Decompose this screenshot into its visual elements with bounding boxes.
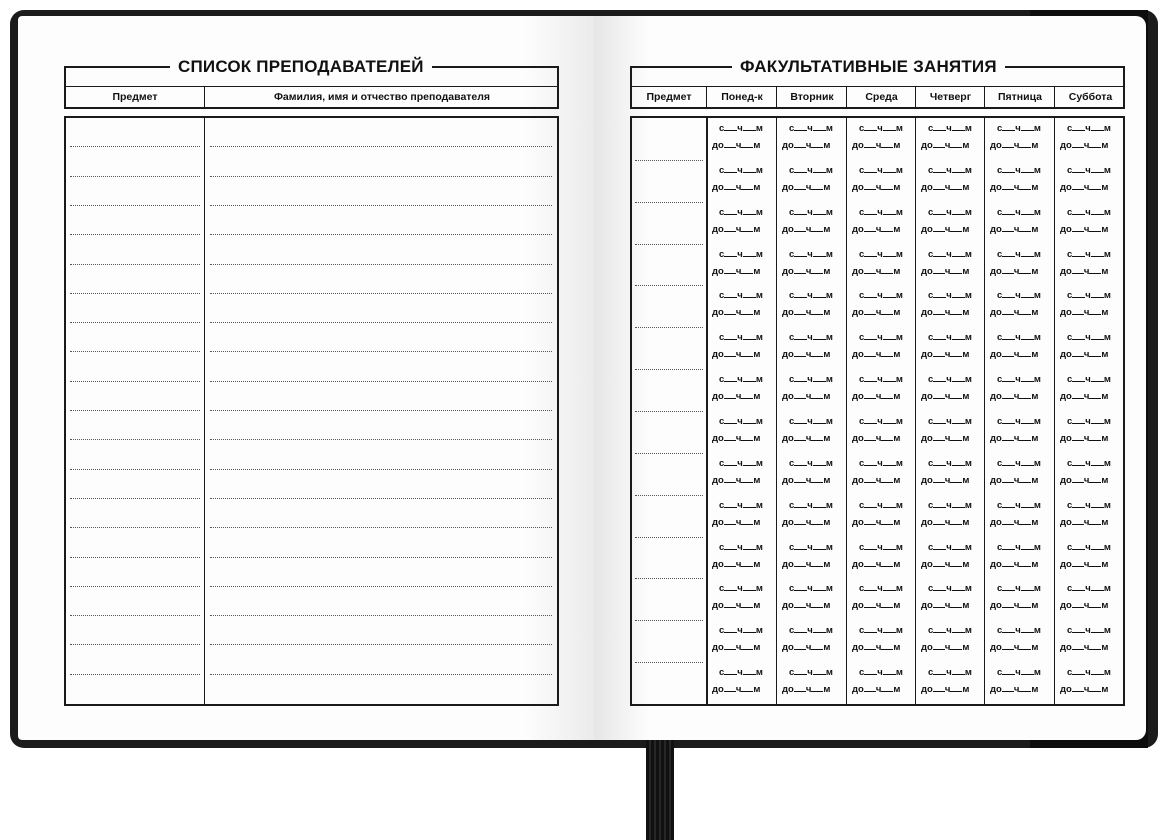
time-to-field[interactable]: до ч м <box>1060 559 1109 570</box>
time-from-field[interactable]: с ч м <box>719 374 763 385</box>
time-from-field[interactable]: с ч м <box>997 332 1041 343</box>
time-to-field[interactable]: до ч м <box>712 684 761 695</box>
right-table-col-divider <box>776 116 777 706</box>
right-table-col-divider <box>846 116 847 706</box>
time-from-field[interactable]: с ч м <box>928 249 972 260</box>
time-to-field[interactable]: до ч м <box>990 182 1039 193</box>
left-row-teacher-line <box>210 146 552 147</box>
time-from-field[interactable]: с ч м <box>789 249 833 260</box>
right-header-col-divider <box>706 86 707 108</box>
left-row-teacher-line <box>210 234 552 235</box>
time-to-field[interactable]: до ч м <box>782 684 831 695</box>
time-to-field[interactable]: до ч м <box>782 600 831 611</box>
time-to-field[interactable]: до ч м <box>990 391 1039 402</box>
time-to-field[interactable]: до ч м <box>712 307 761 318</box>
right-row-subject-line <box>635 578 703 579</box>
left-row-teacher-line <box>210 176 552 177</box>
time-to-field[interactable]: до ч м <box>921 140 970 151</box>
time-to-field[interactable]: до ч м <box>1060 140 1109 151</box>
left-row-teacher-line <box>210 586 552 587</box>
time-to-field[interactable]: до ч м <box>782 266 831 277</box>
time-to-field[interactable]: до ч м <box>852 391 901 402</box>
left-row-teacher-line <box>210 557 552 558</box>
time-from-field[interactable]: с ч м <box>928 165 972 176</box>
left-row-subject-line <box>70 586 200 587</box>
time-from-field[interactable]: с ч м <box>928 290 972 301</box>
time-to-field[interactable]: до ч м <box>990 559 1039 570</box>
time-to-field[interactable]: до ч м <box>990 475 1039 486</box>
time-from-field[interactable]: с ч м <box>719 625 763 636</box>
time-to-field[interactable]: до ч м <box>990 517 1039 528</box>
time-to-field[interactable]: до ч м <box>921 642 970 653</box>
time-from-field[interactable]: с ч м <box>1067 374 1111 385</box>
time-from-field[interactable]: с ч м <box>1067 249 1111 260</box>
right-row-subject-line <box>635 327 703 328</box>
time-from-field[interactable]: с ч м <box>719 458 763 469</box>
time-from-field[interactable]: с ч м <box>997 458 1041 469</box>
time-to-field[interactable]: до ч м <box>852 684 901 695</box>
time-from-field[interactable]: с ч м <box>1067 123 1111 134</box>
left-row-teacher-line <box>210 439 552 440</box>
time-to-field[interactable]: до ч м <box>921 517 970 528</box>
time-to-field[interactable]: до ч м <box>1060 349 1109 360</box>
left-row-teacher-line <box>210 644 552 645</box>
time-to-field[interactable]: до ч м <box>921 224 970 235</box>
time-from-field[interactable]: с ч м <box>789 123 833 134</box>
time-to-field[interactable]: до ч м <box>990 140 1039 151</box>
left-row-teacher-line <box>210 381 552 382</box>
left-row-subject-line <box>70 674 200 675</box>
time-from-field[interactable]: с ч м <box>997 165 1041 176</box>
time-to-field[interactable]: до ч м <box>712 140 761 151</box>
time-from-field[interactable]: с ч м <box>928 207 972 218</box>
time-from-field[interactable]: с ч м <box>859 332 903 343</box>
time-from-field[interactable]: с ч м <box>859 625 903 636</box>
left-row-subject-line <box>70 381 200 382</box>
time-to-field[interactable]: до ч м <box>852 224 901 235</box>
left-col-teacher-header: Фамилия, имя и отчество преподавателя <box>273 91 491 103</box>
time-from-field[interactable]: с ч м <box>859 249 903 260</box>
right-row-subject-line <box>635 411 703 412</box>
right-page-title: ФАКУЛЬТАТИВНЫЕ ЗАНЯТИЯ <box>732 57 1005 77</box>
time-from-field[interactable]: с ч м <box>719 542 763 553</box>
time-to-field[interactable]: до ч м <box>712 517 761 528</box>
time-from-field[interactable]: с ч м <box>859 290 903 301</box>
time-from-field[interactable]: с ч м <box>719 667 763 678</box>
time-from-field[interactable]: с ч м <box>789 290 833 301</box>
time-from-field[interactable]: с ч м <box>997 667 1041 678</box>
time-to-field[interactable]: до ч м <box>990 600 1039 611</box>
time-to-field[interactable]: до ч м <box>782 182 831 193</box>
right-table-col-divider <box>706 116 708 706</box>
left-row-teacher-line <box>210 615 552 616</box>
right-row-subject-line <box>635 160 703 161</box>
right-col-header: Среда <box>865 91 898 103</box>
time-to-field[interactable]: до ч м <box>1060 266 1109 277</box>
time-from-field[interactable]: с ч м <box>928 625 972 636</box>
time-from-field[interactable]: с ч м <box>928 332 972 343</box>
right-table-col-divider <box>915 116 916 706</box>
right-header-col-divider <box>776 86 777 108</box>
time-to-field[interactable]: до ч м <box>852 433 901 444</box>
time-to-field[interactable]: до ч м <box>712 266 761 277</box>
right-header-divider <box>630 86 1125 87</box>
right-header-col-divider <box>846 86 847 108</box>
time-to-field[interactable]: до ч м <box>782 349 831 360</box>
time-to-field[interactable]: до ч м <box>782 475 831 486</box>
left-row-subject-line <box>70 322 200 323</box>
time-from-field[interactable]: с ч м <box>997 625 1041 636</box>
time-from-field[interactable]: с ч м <box>1067 667 1111 678</box>
right-col-header: Суббота <box>1068 91 1113 103</box>
right-table-col-divider <box>984 116 985 706</box>
left-row-subject-line <box>70 146 200 147</box>
time-from-field[interactable]: с ч м <box>789 165 833 176</box>
time-from-field[interactable]: с ч м <box>859 667 903 678</box>
right-row-subject-line <box>635 537 703 538</box>
time-to-field[interactable]: до ч м <box>782 433 831 444</box>
time-from-field[interactable]: с ч м <box>928 123 972 134</box>
left-row-teacher-line <box>210 205 552 206</box>
time-from-field[interactable]: с ч м <box>719 123 763 134</box>
left-row-subject-line <box>70 469 200 470</box>
time-from-field[interactable]: с ч м <box>789 625 833 636</box>
time-to-field[interactable]: до ч м <box>1060 182 1109 193</box>
right-header-col-divider <box>1054 86 1055 108</box>
left-row-subject-line <box>70 644 200 645</box>
time-to-field[interactable]: до ч м <box>921 349 970 360</box>
left-row-subject-line <box>70 410 200 411</box>
right-col-header: Вторник <box>790 91 834 103</box>
left-row-teacher-line <box>210 469 552 470</box>
time-to-field[interactable]: до ч м <box>782 140 831 151</box>
time-from-field[interactable]: с ч м <box>719 207 763 218</box>
time-from-field[interactable]: с ч м <box>928 416 972 427</box>
left-row-subject-line <box>70 557 200 558</box>
time-to-field[interactable]: до ч м <box>782 224 831 235</box>
time-from-field[interactable]: с ч м <box>789 458 833 469</box>
right-header-col-divider <box>984 86 985 108</box>
right-row-subject-line <box>635 285 703 286</box>
right-header-col-divider <box>915 86 916 108</box>
time-from-field[interactable]: с ч м <box>789 583 833 594</box>
time-to-field[interactable]: до ч м <box>921 182 970 193</box>
time-to-field[interactable]: до ч м <box>852 600 901 611</box>
left-row-subject-line <box>70 615 200 616</box>
time-from-field[interactable]: с ч м <box>1067 165 1111 176</box>
time-from-field[interactable]: с ч м <box>719 249 763 260</box>
left-row-subject-line <box>70 439 200 440</box>
left-row-teacher-line <box>210 264 552 265</box>
time-to-field[interactable]: до ч м <box>921 391 970 402</box>
time-to-field[interactable]: до ч м <box>921 307 970 318</box>
left-header-divider <box>64 86 559 87</box>
time-from-field[interactable]: с ч м <box>1067 458 1111 469</box>
left-row-subject-line <box>70 527 200 528</box>
time-to-field[interactable]: до ч м <box>1060 391 1109 402</box>
time-from-field[interactable]: с ч м <box>997 207 1041 218</box>
right-col-header: Предмет <box>646 91 692 103</box>
time-from-field[interactable]: с ч м <box>719 290 763 301</box>
time-from-field[interactable]: с ч м <box>789 667 833 678</box>
time-to-field[interactable]: до ч м <box>782 307 831 318</box>
time-to-field[interactable]: до ч м <box>990 266 1039 277</box>
time-to-field[interactable]: до ч м <box>921 559 970 570</box>
left-col-subject-header: Предмет <box>112 91 158 103</box>
left-row-teacher-line <box>210 498 552 499</box>
time-to-field[interactable]: до ч м <box>1060 684 1109 695</box>
bookmark-ribbon <box>646 740 674 840</box>
left-row-teacher-line <box>210 322 552 323</box>
right-col-header: Четверг <box>929 91 972 103</box>
time-to-field[interactable]: до ч м <box>852 349 901 360</box>
time-to-field[interactable]: до ч м <box>1060 475 1109 486</box>
time-to-field[interactable]: до ч м <box>782 391 831 402</box>
time-to-field[interactable]: до ч м <box>990 684 1039 695</box>
time-to-field[interactable]: до ч м <box>852 140 901 151</box>
left-row-subject-line <box>70 264 200 265</box>
time-to-field[interactable]: до ч м <box>921 266 970 277</box>
time-to-field[interactable]: до ч м <box>852 182 901 193</box>
time-from-field[interactable]: с ч м <box>1067 542 1111 553</box>
time-from-field[interactable]: с ч м <box>1067 416 1111 427</box>
time-from-field[interactable]: с ч м <box>719 165 763 176</box>
time-from-field[interactable]: с ч м <box>719 416 763 427</box>
time-from-field[interactable]: с ч м <box>997 583 1041 594</box>
time-to-field[interactable]: до ч м <box>1060 307 1109 318</box>
right-row-subject-line <box>635 244 703 245</box>
time-to-field[interactable]: до ч м <box>712 433 761 444</box>
time-to-field[interactable]: до ч м <box>782 559 831 570</box>
time-to-field[interactable]: до ч м <box>990 224 1039 235</box>
time-from-field[interactable]: с ч м <box>719 500 763 511</box>
right-col-header: Понед-к <box>721 91 763 103</box>
time-to-field[interactable]: до ч м <box>852 266 901 277</box>
time-to-field[interactable]: до ч м <box>852 307 901 318</box>
right-row-subject-line <box>635 662 703 663</box>
time-to-field[interactable]: до ч м <box>990 307 1039 318</box>
time-from-field[interactable]: с ч м <box>997 500 1041 511</box>
time-to-field[interactable]: до ч м <box>712 559 761 570</box>
time-from-field[interactable]: с ч м <box>789 207 833 218</box>
time-from-field[interactable]: с ч м <box>997 123 1041 134</box>
time-to-field[interactable]: до ч м <box>712 224 761 235</box>
time-from-field[interactable]: с ч м <box>789 416 833 427</box>
right-row-subject-line <box>635 495 703 496</box>
left-row-subject-line <box>70 293 200 294</box>
time-from-field[interactable]: с ч м <box>859 500 903 511</box>
time-from-field[interactable]: с ч м <box>928 583 972 594</box>
time-from-field[interactable]: с ч м <box>928 667 972 678</box>
right-row-subject-line <box>635 620 703 621</box>
left-row-subject-line <box>70 176 200 177</box>
right-table-box <box>630 116 1125 706</box>
time-to-field[interactable]: до ч м <box>782 517 831 528</box>
time-from-field[interactable]: с ч м <box>789 500 833 511</box>
time-to-field[interactable]: до ч м <box>712 475 761 486</box>
left-table-col-divider <box>204 116 205 706</box>
time-to-field[interactable]: до ч м <box>712 600 761 611</box>
time-from-field[interactable]: с ч м <box>789 332 833 343</box>
time-to-field[interactable]: до ч м <box>1060 517 1109 528</box>
time-from-field[interactable]: с ч м <box>1067 207 1111 218</box>
time-from-field[interactable]: с ч м <box>859 542 903 553</box>
left-page-title: СПИСОК ПРЕПОДАВАТЕЛЕЙ <box>170 57 432 77</box>
time-from-field[interactable]: с ч м <box>997 290 1041 301</box>
time-from-field[interactable]: с ч м <box>1067 625 1111 636</box>
time-to-field[interactable]: до ч м <box>852 475 901 486</box>
time-from-field[interactable]: с ч м <box>789 542 833 553</box>
time-from-field[interactable]: с ч м <box>928 542 972 553</box>
time-to-field[interactable]: до ч м <box>852 559 901 570</box>
time-from-field[interactable]: с ч м <box>859 416 903 427</box>
time-to-field[interactable]: до ч м <box>782 642 831 653</box>
time-to-field[interactable]: до ч м <box>852 517 901 528</box>
time-to-field[interactable]: до ч м <box>921 475 970 486</box>
time-from-field[interactable]: с ч м <box>997 374 1041 385</box>
time-from-field[interactable]: с ч м <box>928 374 972 385</box>
time-from-field[interactable]: с ч м <box>1067 500 1111 511</box>
time-from-field[interactable]: с ч м <box>859 458 903 469</box>
time-to-field[interactable]: до ч м <box>852 642 901 653</box>
time-to-field[interactable]: до ч м <box>712 349 761 360</box>
time-from-field[interactable]: с ч м <box>719 332 763 343</box>
time-from-field[interactable]: с ч м <box>1067 583 1111 594</box>
time-from-field[interactable]: с ч м <box>928 500 972 511</box>
time-to-field[interactable]: до ч м <box>1060 600 1109 611</box>
time-from-field[interactable]: с ч м <box>928 458 972 469</box>
time-to-field[interactable]: до ч м <box>712 182 761 193</box>
time-to-field[interactable]: до ч м <box>1060 224 1109 235</box>
left-row-subject-line <box>70 205 200 206</box>
left-row-teacher-line <box>210 351 552 352</box>
time-from-field[interactable]: с ч м <box>997 416 1041 427</box>
time-to-field[interactable]: до ч м <box>1060 642 1109 653</box>
time-to-field[interactable]: до ч м <box>712 642 761 653</box>
right-col-header: Пятница <box>997 91 1043 103</box>
time-to-field[interactable]: до ч м <box>921 684 970 695</box>
time-from-field[interactable]: с ч м <box>719 583 763 594</box>
time-from-field[interactable]: с ч м <box>789 374 833 385</box>
left-header-col-divider <box>204 86 205 108</box>
time-to-field[interactable]: до ч м <box>990 433 1039 444</box>
time-to-field[interactable]: до ч м <box>990 349 1039 360</box>
right-table-col-divider <box>1054 116 1055 706</box>
left-row-subject-line <box>70 498 200 499</box>
time-from-field[interactable]: с ч м <box>859 207 903 218</box>
time-from-field[interactable]: с ч м <box>859 374 903 385</box>
time-to-field[interactable]: до ч м <box>1060 433 1109 444</box>
time-from-field[interactable]: с ч м <box>1067 290 1111 301</box>
time-to-field[interactable]: до ч м <box>712 391 761 402</box>
left-row-teacher-line <box>210 527 552 528</box>
time-to-field[interactable]: до ч м <box>990 642 1039 653</box>
left-row-teacher-line <box>210 674 552 675</box>
left-row-teacher-line <box>210 293 552 294</box>
time-from-field[interactable]: с ч м <box>859 123 903 134</box>
right-row-subject-line <box>635 369 703 370</box>
left-row-subject-line <box>70 351 200 352</box>
time-from-field[interactable]: с ч м <box>997 249 1041 260</box>
time-from-field[interactable]: с ч м <box>1067 332 1111 343</box>
left-row-teacher-line <box>210 410 552 411</box>
left-row-subject-line <box>70 234 200 235</box>
right-row-subject-line <box>635 453 703 454</box>
time-from-field[interactable]: с ч м <box>859 165 903 176</box>
time-from-field[interactable]: с ч м <box>997 542 1041 553</box>
time-to-field[interactable]: до ч м <box>921 433 970 444</box>
time-to-field[interactable]: до ч м <box>921 600 970 611</box>
right-row-subject-line <box>635 202 703 203</box>
time-from-field[interactable]: с ч м <box>859 583 903 594</box>
